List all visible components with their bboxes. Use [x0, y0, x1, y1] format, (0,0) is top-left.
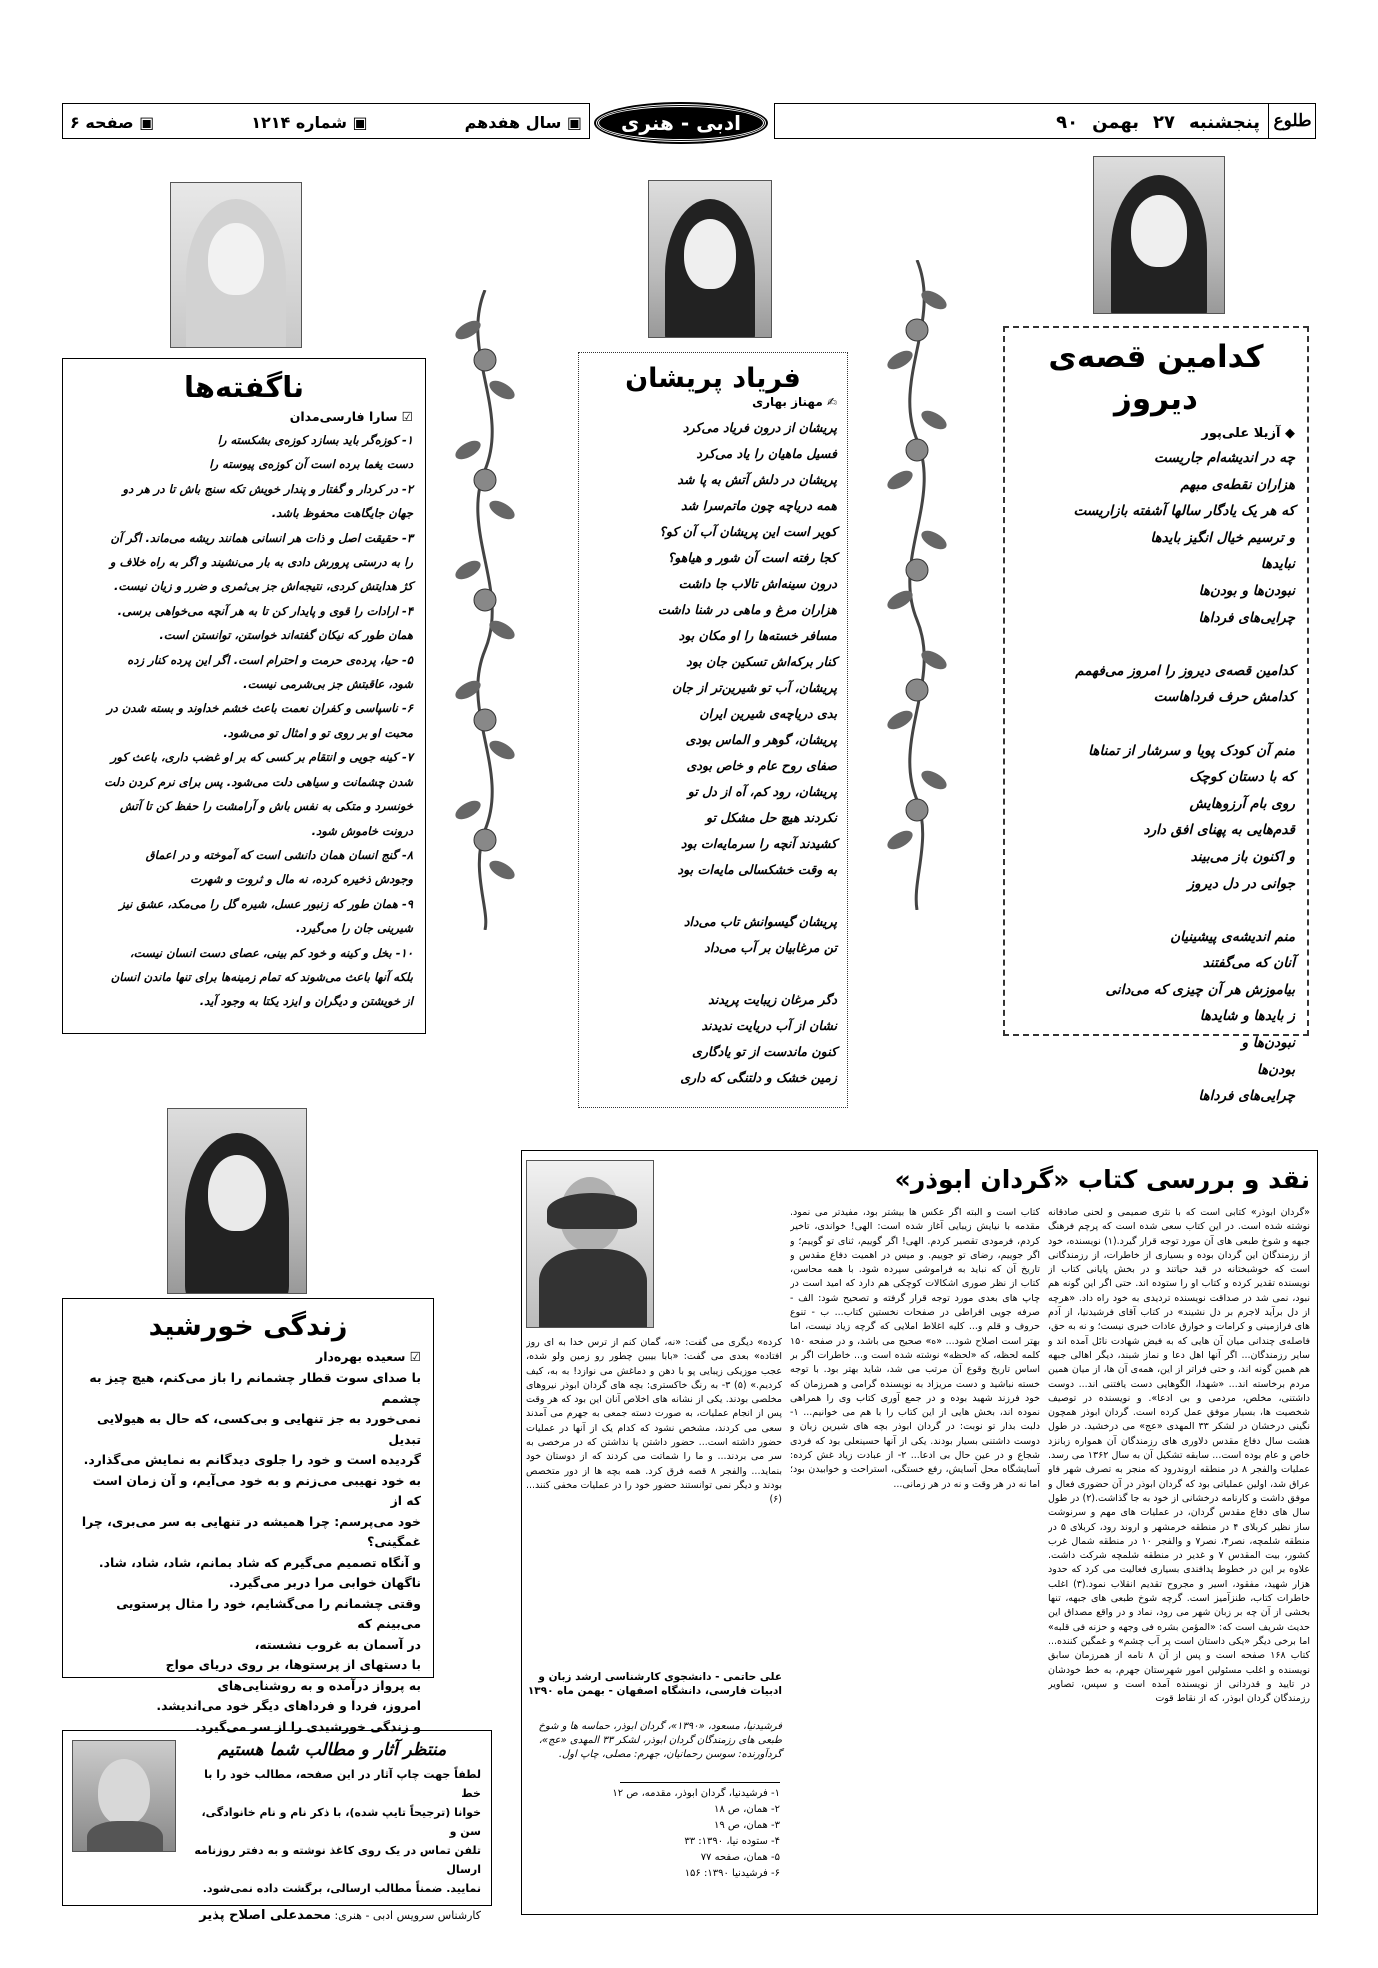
text-line: ناگهان خوابی مرا دربر می‌گیرد.: [228, 1575, 421, 1590]
article-zendegi: [62, 1298, 434, 1734]
text-line: هزاران مرغ و ماهی در شنا داشت: [657, 602, 837, 617]
text-line: ۶- فرشیدنیا ۱۳۹۰: ۱۵۶: [684, 1868, 780, 1879]
text-line: غمگینی؟: [367, 1534, 421, 1549]
header-date: [1000, 109, 1260, 135]
text-line: شود، عاقبتش جز بی‌شرمی نیست.: [243, 677, 413, 692]
text-line: ۵- حیا، پرده‌ی حرمت و احترام است. اگر این پرده کنار زده: [127, 652, 413, 667]
text-line: ۳- همان، ص ۱۹: [713, 1820, 780, 1831]
text-line: ۴- ارادات را قوی و پایدار کن تا به هر آنچه می‌خواهی برسی.: [117, 603, 413, 618]
text-line: در آسمان به غروب نشسته،: [254, 1636, 421, 1652]
section-title: ادبی - هنری: [621, 111, 741, 135]
text-line: [1017, 897, 1295, 924]
text-line: ۴- ستوده نیا، ۱۳۹۰: ۳۳: [684, 1836, 780, 1847]
article-author: ◆ آزیلا علی‌پور: [1201, 426, 1295, 441]
review-footnotes: [526, 1786, 780, 1906]
text-line: شدن چشمانت و سیاهی دلت می‌شود. پس برای نرم کردن دلت: [104, 774, 413, 789]
article-body: [1017, 445, 1295, 1110]
text-line: پریشان، آب تو شیرین‌تر از جان: [672, 680, 837, 695]
text-line: ۱- فرشیدنیا، گردان ابوذر، مقدمه، ص ۱۲: [612, 1788, 780, 1799]
header-left-info: [70, 110, 582, 134]
text-line: دگر مرغان زیبایت پریدند: [708, 992, 837, 1007]
text-line: را به درستی پرورش دادی به بار می‌نشیند و اگر به راه خلاف و: [109, 555, 413, 570]
text-line: چه در اندیشه‌ام جاریست: [1154, 450, 1295, 466]
text-line: و آنگاه تصمیم می‌گیرم که شاد بمانم، شاد، شاد، شاد.: [98, 1554, 421, 1570]
text-line: چرایی‌های فرداها: [1198, 1088, 1295, 1105]
text-line: نکردند هیچ حل مشکل تو: [705, 810, 837, 825]
article-body: [75, 1368, 421, 1737]
review-reviewer: علی حاتمی - دانشجوی کارشناسی ارشد زبان و ادبیات فارسی، دانشگاه اصفهان - بهمن ماه ۱۳۹۰: [527, 1671, 782, 1697]
text-line: محبت او بر روی تو و امثال تو می‌شود.: [223, 725, 413, 740]
text-line: ۱- کوزه‌گر باید بسازد کوزه‌ی بشکسته را: [217, 433, 413, 447]
review-title: نقد و بررسی کتاب «گردان ابوذر»: [894, 1165, 1310, 1194]
text-line: آنان که می‌گفتند: [1202, 955, 1295, 972]
article-body: [589, 415, 837, 1091]
text-line: که با دستان کوچک: [1189, 769, 1295, 786]
editor-photo: [72, 1740, 176, 1852]
text-line: کنار برکه‌اش تسکین جان بود: [686, 654, 837, 669]
text-line: پریشان، رود کم، آه از دل تو: [687, 784, 837, 799]
text-line: ۳- حقیقت اصل و ذات هر انسانی همانند ریشه می‌ماند. اگر آن: [110, 530, 413, 545]
page-label: ▣ صفحه ۶: [70, 112, 155, 132]
text-line: با صدای سوت قطار چشمانم را باز می‌کنم، هیچ چیز به چشمم: [89, 1370, 421, 1406]
text-line: چرایی‌های فرداها: [1198, 609, 1295, 626]
text-line: خوانا (ترجیحاً تایپ شده)، با ذکر نام و نام خانوادگی، سن و: [201, 1806, 481, 1838]
text-line: ۱۰- بخل و کینه و خود کم بینی، عصای دست انسان نیست،: [129, 945, 413, 960]
text-line: تن مرغابیان بر آب می‌داد: [704, 940, 837, 955]
text-line: شیرینی جان را می‌گیرد.: [296, 921, 413, 936]
notice-body: [183, 1765, 481, 1898]
text-line: وجودش ذخیره کرده، نه مال و ثروت و شهرت: [190, 872, 413, 887]
text-line: و زندگی خورشیدی را از سر می‌گیرد.: [195, 1718, 421, 1734]
text-line: نمایید. ضمناً مطالب ارسالی، برگشت داده نمی‌شود.: [202, 1882, 481, 1895]
author-photo-3: [170, 182, 302, 348]
text-line: نبودن‌ها و: [1241, 1035, 1295, 1052]
article-author: ✍ مهناز بهاری: [752, 395, 837, 409]
text-line: و ترسیم خیال انگیز بایدها: [1150, 529, 1295, 546]
text-line: منم اندیشه‌ی پیشینیان: [1170, 928, 1295, 945]
text-line: دست یغما برده است آن کوزه‌ی پیوسته را: [209, 457, 413, 472]
text-line: کویر است این پریشان آب آن کو؟: [659, 524, 837, 539]
text-line: که هر یک یادگار سالها آشفته بازاریست: [1073, 503, 1295, 520]
text-line: بیاموزش هر آن چیزی که می‌دانی: [1105, 981, 1295, 998]
text-line: ۶- ناسپاسی و کفران نعمت باعث خشم خداوند و بسته شدن در: [107, 701, 413, 716]
text-line: به وقت خشکسالی مایه‌ات بود: [677, 862, 837, 877]
text-line: نبودن‌ها و بودن‌ها: [1198, 582, 1295, 599]
article-title: فریاد پریشان: [625, 363, 801, 394]
text-line: کدامین قصه‌ی دیروز را امروز می‌فهمم: [1075, 662, 1295, 679]
text-line: درون سینه‌اش تالاب جا داشت: [678, 576, 837, 591]
author-photo-1: [1093, 156, 1225, 314]
floral-vine-right: [882, 260, 952, 910]
review-column-2: کتاب است و البته اگر عکس ها بیشتر بود، مفیدتر می نمود. مقدمه با نیایش زیبایی آغاز شده است: الهی! خواندی، تاخیر کردم، فرمودی تقصیر کردم. الهی! اگر گوییم، ثنای تو گوییم؛ و اگر جوییم، رضای تو جوییم. و میس در اهمیت دفاع مقدس و تاریخ آن که نباید به فراموشی سپرده شود. با همه محاسن، کتاب از نظر صوری اشکالات کوچکی هم دارد که امید است در چاپ های بعدی مورد توجه قرار گرفته و تصحیح شود: الف - صرفه جویی افراطی در صفحات نخستین کتاب... ب - تنوع حروف و قلم و... کلیه اغلاط املایی که گرچه زیاد نیست، اما بهتر است اصلاح شود... «ه» صحیح می باشد، و در صفحه ۱۵۰ کلمه لحظه، که «لحظه» نوشته شده است و... خاطرات اگر بر اساس تاریخ وقوع آن مرتب می شد، شاید بهتر بود. با توجه خسته نباشید و دست مریزاد به نویسنده گرامی و همرزمان که خود فرزند شهید بوده و در جمع آوری کتاب وی را همراهی نموده اند، بخش هایی از این کتاب را با هم می خوانیم... ۱- دلبت بدار تو نوبت: در گردان ابوذر بچه های شیرین زبان و دوست داشتنی بسیار بودند. یکی از آنها حسینعلی بود که فردی شجاع و در عین حال بی ادعا... ۲- از عبادت زیاد غش کرده: آسایشگاه محل آسایش، رفع خستگی، استراحت و خوابیدن بود؛ اما نه در هر وقت و نه در هر زمانی...: [790, 1207, 1040, 1490]
text-line: خود می‌پرسم: چرا همیشه در تنهایی به سر می‌بری، چرا: [81, 1513, 421, 1529]
author-photo-4: [167, 1108, 307, 1294]
author-photo-2: [648, 180, 772, 338]
article-title: ناگفته‌ها: [184, 370, 304, 404]
text-line: تلفن تماس در یک روی کاغذ نوشته و به دفتر روزنامه ارسال: [194, 1844, 481, 1876]
review-source-note: فرشیدنیا، مسعود، «۱۳۹۰»، گردان ابوذر، حماسه ها و شوخ طبعی های رزمندگان گردان ابوذر، لشکر ۳۳ المهدی «عج»، گردآورنده: سوسن رحمانیان، جهرم: مصلی، چاپ اول.: [538, 1721, 782, 1760]
date-month: بهمن: [1092, 111, 1139, 133]
text-line: همه دریاچه چون ماتم‌سرا شد: [681, 498, 837, 513]
date-day: پنجشنبه: [1188, 111, 1260, 133]
text-line: از خویشتن و دیگران و ایزد یکتا به وجود آید.: [199, 994, 413, 1009]
text-line: [589, 883, 837, 909]
text-line: ۹- همان طور که زنبور عسل، شیره گل را می‌مکد، عشق نیز: [119, 896, 413, 911]
article-body: [75, 428, 413, 1014]
date-num: ۲۷: [1153, 111, 1175, 133]
text-line: منم آن کودک پویا و سرشار از تمناها: [1088, 742, 1295, 759]
text-line: کدامش حرف فرداهاست: [1153, 689, 1295, 706]
text-line: همان طور که نیکان گفته‌اند خواستن، توانستن است.: [159, 628, 413, 643]
text-line: پریشان از درون فریاد می‌کرد: [682, 420, 837, 435]
review-column-3: کرده» دیگری می گفت: «نه، گمان کنم از ترس خدا به ای روز افتاده» بعدی می گفت: «بابا بیبین چطور رو زمین ولو شده، عجب موزیکی زیبایی پو با دهن و دماغش می نوازد! به به، کیف کردیم.» (۵) ۳- به رنگ خاکستری: بچه های گردان ابوذر نیروهای مخلصی بودند. یکی از نشانه های اخلاص آنان این بود که هر وقت پس از انجام عملیات، به صورت دسته جمعی به جهرم می آمدند سعی می کردند، مشخص نشود که کدام یک از آنها در عملیات حضور داشته است... حضور داشتن یا نداشتن که در مرخصی به سر می بردند... و ما را شماتت می کردند که از دوستان خود بنماید... والفجر ۸ قصه فرق کرد. همه بچه ها از دور متخصص بودند و دیگر نمی توانستند حضور خود را در عملیات مخفی کنند... (۶): [526, 1337, 782, 1506]
volume-label: ▣ سال هفدهم: [464, 112, 582, 132]
article-title: زندگی خورشید: [148, 1311, 348, 1342]
text-line: امروز، فردا و فرداهای دیگر خود می‌اندیشد.: [156, 1698, 421, 1713]
floral-vine-left: [450, 290, 520, 930]
text-line: فسیل ماهیان را یاد می‌کرد: [696, 446, 837, 461]
notice-signature: کارشناس سرویس ادبی - هنری: محمدعلی اصلاح پذیر: [199, 1908, 481, 1923]
text-line: لطفاً جهت چاپ آثار در این صفحه، مطالب خود را با خط: [204, 1768, 481, 1800]
text-line: و اکنون باز می‌بیند: [1190, 848, 1295, 865]
text-line: کنون ماندست از تو یادگاری: [691, 1044, 837, 1059]
text-line: [1017, 631, 1295, 658]
footnote-divider: [620, 1782, 780, 1783]
text-line: بدی دریاچه‌ی شیرین ایران: [699, 706, 837, 721]
section-badge: [596, 104, 766, 142]
text-line: کشیدند آنچه را سرمایه‌ات بود: [680, 836, 837, 851]
article-author: ☑ سارا فارسی‌مدان: [289, 409, 413, 424]
text-line: مسافر خسته‌ها را او مکان بود: [678, 628, 837, 643]
text-line: روی بام آرزوهایش: [1189, 795, 1295, 812]
article-faryad: [578, 352, 848, 1108]
text-line: کجا رفته است آن شور و هیاهو؟: [667, 550, 837, 565]
text-line: کژ هدایتش کردی، نتیجه‌اش جز بی‌ثمری و ضرر و زیان نیست.: [113, 579, 413, 594]
article-nagofteha: [62, 358, 426, 1034]
text-line: خونسرد و متکی به نفس باش و آرامشت را حفظ کن تا آتش: [119, 799, 413, 814]
text-line: قدم‌هایی به پهنای افق دارد: [1143, 822, 1295, 839]
text-line: بلکه آنها باعث می‌شوند که تمام زمینه‌ها برای تنها ماندن انسان: [110, 969, 413, 984]
text-line: صفای روح عام و خاص بودی: [686, 758, 837, 773]
text-line: با دستهای از پرستوها، بر روی دریای مواج: [165, 1657, 421, 1672]
date-year: ۹۰: [1056, 111, 1079, 133]
text-line: نشان از آب دریایت ندیدند: [701, 1018, 837, 1033]
issue-label: ▣ شماره ۱۲۱۴: [251, 112, 368, 132]
newspaper-logo: طلوع: [1268, 104, 1316, 138]
text-line: [1017, 711, 1295, 738]
text-line: ۲- همان، ص ۱۸: [713, 1804, 780, 1815]
text-line: پریشان در دلش آتش به پا شد: [677, 472, 837, 487]
text-line: نمی‌خورد به جز تنهایی و بی‌کسی، که حال به هیولایی تبدیل: [96, 1411, 421, 1447]
text-line: ز بایدها و شایدها: [1199, 1008, 1295, 1025]
text-line: ۷- کینه جویی و انتقام بر کسی که بر او غضب داری، باعث کور: [110, 750, 413, 765]
article-kodamin: [1003, 326, 1309, 1105]
article-author: ☑ سعیده بهره‌دار: [316, 1349, 421, 1364]
text-line: به خود نهیبی می‌زنم و به خود می‌آیم، و آن زمان است که از: [92, 1472, 421, 1508]
text-line: جوانی در دل دیروز: [1187, 875, 1295, 892]
text-line: گردیده است و خود را جلوی دیدگانم به نمایش می‌گذارد.: [83, 1452, 421, 1467]
text-line: [589, 961, 837, 987]
text-line: جهان جایگاهت محفوظ باشد.: [271, 506, 413, 521]
text-line: پریشان گیسوانش تاب می‌داد: [683, 914, 837, 929]
text-line: به پرواز درآمده و به روشنایی‌های: [217, 1677, 421, 1693]
text-line: نبایدها: [1260, 556, 1295, 573]
text-line: پریشان، گوهر و الماس بودی: [685, 732, 837, 747]
text-line: ۵- همان، صفحه ۷۷: [700, 1852, 780, 1863]
text-line: وقتی چشمانم را می‌گشایم، خود را مثال پرستویی می‌بینم که: [116, 1595, 421, 1631]
text-line: هزاران نقطه‌ی مبهم: [1180, 476, 1295, 493]
article-title: کدامین قصه‌ی دیروز: [1048, 339, 1264, 417]
text-line: بودن‌ها: [1256, 1061, 1295, 1078]
text-line: درونت خاموش شود.: [311, 823, 413, 838]
text-line: ۸- گنج انسان همان دانشی است که آموخته و در اعماق: [145, 847, 413, 862]
review-column-1: «گردان ابوذر» کتابی است که با نثری صمیمی و لحنی صادقانه نوشته شده است. در این کتاب سعی شده است که پرچم فرهنگ جبهه و شوخ طبعی های آن مورد توجه قرار گیرد.(۱) نویسنده، خود از رزمندگان این گردان بوده و بسیاری از خاطرات، از رزمندگانی است که خوشبختانه در قید حیاتند و در بخش پایانی کتاب از نویسنده تقدیر کرده و کتاب او را ستوده اند. حتی اگر این گونه هم نبود، نمی شد در صداقت نویسنده تردیدی به خود راه داد. «هرچه از دل برآید لاجرم بر دل نشیند» در کتاب آقای فرشیدنیا، از آدم های فرازمینی و کرامات و خوارق عادات خبری نیست؛ و نه به حق، فاصله‌ی چندانی میان آن هایی که به فیض شهادت نائل آمده اند و سایر رزمندگان... اگر آنها اهل دعا و نماز شبند، دیگر اهالی جبهه هم همین گونه اند، و حتی فراتر از این، همه‌ی آن ها، از میان همین مردم برخاسته اند... «شهدا، الگوهایی دست یافتنی اند... دوست داشتنی، مخلص، مردمی و بی ادعا». و نویسنده در توصیف شخصیت ها، بسیار موفق عمل کرده است. گردان ابوذر همچون نگینی درخشان در لشکر ۳۳ المهدی «عج» می درخشید. در طول هشت سال دفاع مقدس دلاوری های رزمندگان آن همواره زبانزد خاص و عام بوده است... سابقه تشکیل آن به سال ۱۳۶۲ می رسد. عملیات والفجر ۸ در منطقه اروندرود که منجر به تصرف شهر فاو عراق شد، اولین عملیاتی بود که گردان ابوذر در آن حضوری فعال و موفق داشت و کارنامه درخشانی از خود به جا گذاشت.(۲) در طول سال های دفاع مقدس گردان، در عملیات های مهم و سرنوشت ساز نظیر کربلای ۴ در منطقه خرمشهر و اروند رود، کربلای ۵ در منطقه شلمچه، نصر۴، نصر۷ و والفجر ۱۰ در منطقه شمال غرب کشور، بیت المقدس ۷ و غدیر در منطقه شلمچه شرکت داشت. علاوه بر این در خطوط پدافندی بسیاری فعالیت می کرد که حدود هزار شهید، مفقود، اسیر و مجروح تقدیم انقلاب نمود.(۳) اغلب خاطرات کتاب، طنزآمیز است. گرچه شوخ طبعی های جبهه، تنها بخشی از آن چه بر زبان شهر می رود، نماد و در واقع مصداق این حدیث شریف است که: «المؤمن بشره فی وجهه و حزنه فی قلبه» اما برخی دیگر «یکی داستان است پر آب چشم» و غمگین کننده... کتاب ۱۶۸ صفحه است و پس از آن ۸ نامه از همرزمان سابق نویسنده و اغلب مسئولین امور شهرستان جهرم، به خط خودشان در تایید و قدردانی از نویسنده آمده است و سپس، تصاویر رزمندگان گردان ابوذر، که از نقاط قوت: [1048, 1207, 1310, 1705]
text-line: ۲- در کردار و گفتار و پندار خویش تکه سنج باش تا در هر دو: [122, 481, 413, 496]
text-line: زمین خشک و دلتنگی که داری: [680, 1070, 837, 1085]
notice-title: منتظر آثار و مطالب شما هستیم: [217, 1740, 447, 1760]
